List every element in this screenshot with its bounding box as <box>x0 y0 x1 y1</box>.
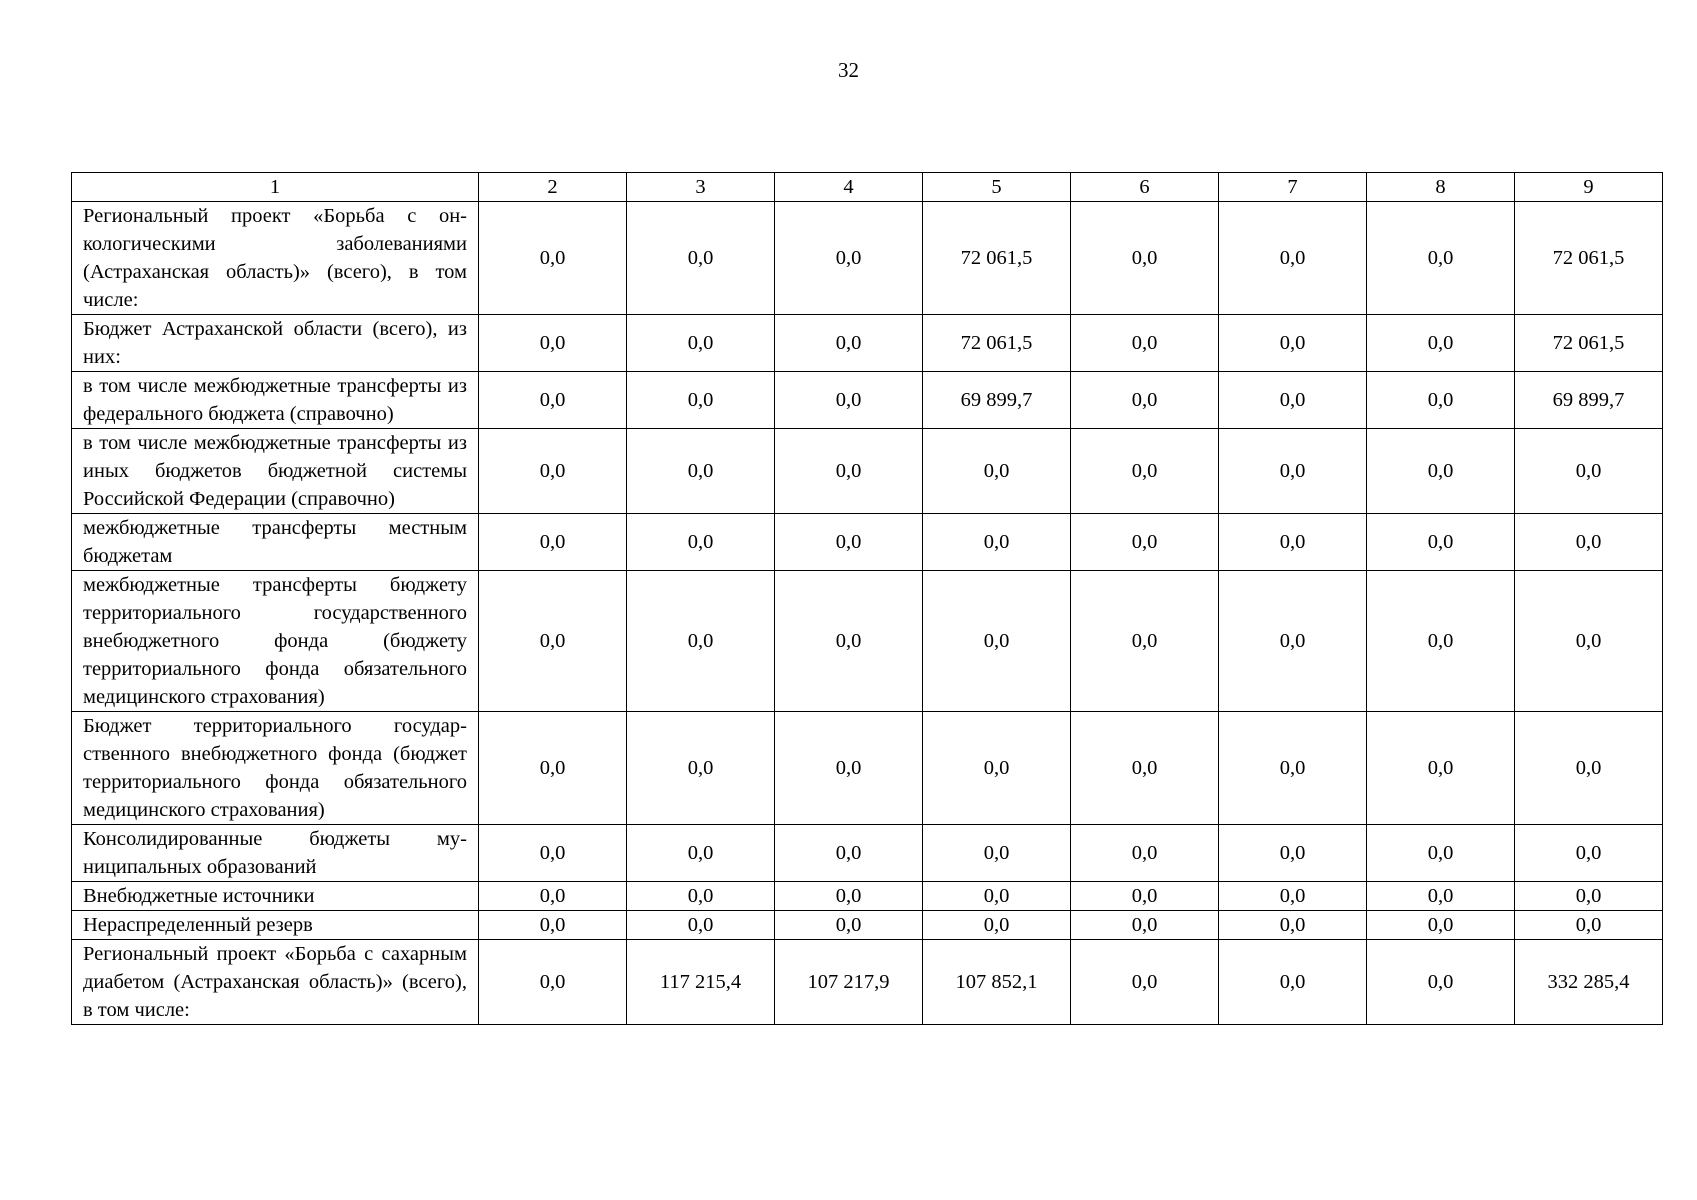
row-label: в том числе межбюджетные трансферты из федерального бюджета (справочно) <box>72 372 479 429</box>
column-header: 3 <box>627 173 775 202</box>
row-label: Внебюджетные источники <box>72 882 479 911</box>
value-cell: 0,0 <box>923 882 1071 911</box>
value-cell: 0,0 <box>1219 911 1367 940</box>
column-header: 8 <box>1367 173 1515 202</box>
value-cell: 0,0 <box>775 712 923 825</box>
value-cell: 0,0 <box>627 882 775 911</box>
value-cell: 0,0 <box>1071 372 1219 429</box>
value-cell: 0,0 <box>479 911 627 940</box>
value-cell: 0,0 <box>1515 825 1663 882</box>
column-header: 4 <box>775 173 923 202</box>
value-cell: 0,0 <box>1515 882 1663 911</box>
value-cell: 0,0 <box>775 571 923 712</box>
value-cell: 0,0 <box>1367 202 1515 315</box>
value-cell: 0,0 <box>1367 712 1515 825</box>
value-cell: 0,0 <box>1515 571 1663 712</box>
row-label: Региональный проект «Борьба с сахарным диабетом (Астраханская область)» (всего), в том числе: <box>72 940 479 1025</box>
row-label: Бюджет Астраханской области (всего), из них: <box>72 315 479 372</box>
row-label: Бюджет территориального государственного внебюджетного фонда (бюджет территориального фонда обязательного медицинского страхования) <box>72 712 479 825</box>
row-label: в том числе межбюджетные трансферты из иных бюджетов бюджетной системы Российской Федерации (справочно) <box>72 429 479 514</box>
value-cell: 0,0 <box>1515 429 1663 514</box>
table-row <box>72 202 1663 315</box>
column-header: 5 <box>923 173 1071 202</box>
value-cell: 107 217,9 <box>775 940 923 1025</box>
budget-table <box>71 172 1663 1025</box>
table-body <box>72 202 1663 1025</box>
value-cell: 0,0 <box>775 202 923 315</box>
value-cell: 0,0 <box>479 514 627 571</box>
row-label: Консолидированные бюджеты муниципальных образований <box>72 825 479 882</box>
value-cell: 0,0 <box>923 911 1071 940</box>
value-cell: 0,0 <box>1219 825 1367 882</box>
value-cell: 0,0 <box>1515 911 1663 940</box>
value-cell: 0,0 <box>1367 911 1515 940</box>
value-cell: 0,0 <box>1219 940 1367 1025</box>
value-cell: 0,0 <box>1219 712 1367 825</box>
row-label: Нераспределенный резерв <box>72 911 479 940</box>
table-row <box>72 911 1663 940</box>
value-cell: 0,0 <box>1219 429 1367 514</box>
value-cell: 0,0 <box>1071 825 1219 882</box>
value-cell: 0,0 <box>923 571 1071 712</box>
value-cell: 0,0 <box>775 911 923 940</box>
value-cell: 0,0 <box>775 825 923 882</box>
value-cell: 107 852,1 <box>923 940 1071 1025</box>
value-cell: 0,0 <box>1071 514 1219 571</box>
value-cell: 0,0 <box>1071 940 1219 1025</box>
value-cell: 0,0 <box>479 315 627 372</box>
value-cell: 0,0 <box>1071 315 1219 372</box>
value-cell: 72 061,5 <box>1515 315 1663 372</box>
table-row <box>72 712 1663 825</box>
value-cell: 0,0 <box>1219 315 1367 372</box>
value-cell: 0,0 <box>479 571 627 712</box>
value-cell: 0,0 <box>1071 571 1219 712</box>
header-row <box>72 173 1663 202</box>
table-row <box>72 372 1663 429</box>
value-cell: 0,0 <box>1071 202 1219 315</box>
value-cell: 0,0 <box>1367 882 1515 911</box>
value-cell: 72 061,5 <box>1515 202 1663 315</box>
row-label: Региональный проект «Борьба с онкологическими заболеваниями (Астраханская область)» (всего), в том числе: <box>72 202 479 315</box>
value-cell: 0,0 <box>1515 712 1663 825</box>
value-cell: 0,0 <box>627 514 775 571</box>
value-cell: 0,0 <box>923 712 1071 825</box>
value-cell: 0,0 <box>923 429 1071 514</box>
value-cell: 0,0 <box>1071 911 1219 940</box>
value-cell: 0,0 <box>1367 429 1515 514</box>
value-cell: 0,0 <box>1367 315 1515 372</box>
value-cell: 0,0 <box>1071 429 1219 514</box>
value-cell: 0,0 <box>627 315 775 372</box>
row-label: межбюджетные трансферты местным бюджетам <box>72 514 479 571</box>
value-cell: 0,0 <box>627 712 775 825</box>
page-number: 32 <box>838 58 859 82</box>
value-cell: 0,0 <box>775 514 923 571</box>
value-cell: 0,0 <box>479 825 627 882</box>
value-cell: 0,0 <box>479 940 627 1025</box>
table-header <box>72 173 1663 202</box>
value-cell: 0,0 <box>479 372 627 429</box>
table-row <box>72 825 1663 882</box>
table-row <box>72 940 1663 1025</box>
column-header: 2 <box>479 173 627 202</box>
value-cell: 117 215,4 <box>627 940 775 1025</box>
row-label: межбюджетные трансферты бюджету территориального государственного внебюджетного фонда (бюджету территориального фонда обязательного медицинского страхования) <box>72 571 479 712</box>
value-cell: 0,0 <box>1367 514 1515 571</box>
value-cell: 0,0 <box>627 372 775 429</box>
table-row <box>72 882 1663 911</box>
value-cell: 0,0 <box>1367 940 1515 1025</box>
value-cell: 0,0 <box>627 911 775 940</box>
value-cell: 69 899,7 <box>1515 372 1663 429</box>
value-cell: 69 899,7 <box>923 372 1071 429</box>
value-cell: 0,0 <box>627 202 775 315</box>
value-cell: 0,0 <box>627 825 775 882</box>
value-cell: 0,0 <box>627 571 775 712</box>
value-cell: 0,0 <box>775 315 923 372</box>
value-cell: 0,0 <box>775 372 923 429</box>
value-cell: 332 285,4 <box>1515 940 1663 1025</box>
value-cell: 0,0 <box>1367 825 1515 882</box>
value-cell: 0,0 <box>1219 571 1367 712</box>
value-cell: 0,0 <box>1515 514 1663 571</box>
value-cell: 0,0 <box>627 429 775 514</box>
value-cell: 0,0 <box>923 514 1071 571</box>
table-row <box>72 571 1663 712</box>
value-cell: 0,0 <box>1367 571 1515 712</box>
value-cell: 0,0 <box>1219 202 1367 315</box>
value-cell: 0,0 <box>923 825 1071 882</box>
value-cell: 0,0 <box>1219 372 1367 429</box>
value-cell: 0,0 <box>479 202 627 315</box>
value-cell: 0,0 <box>1071 712 1219 825</box>
column-header: 6 <box>1071 173 1219 202</box>
column-header: 7 <box>1219 173 1367 202</box>
value-cell: 0,0 <box>479 882 627 911</box>
value-cell: 72 061,5 <box>923 315 1071 372</box>
table-row <box>72 514 1663 571</box>
column-header: 1 <box>72 173 479 202</box>
value-cell: 0,0 <box>1367 372 1515 429</box>
value-cell: 0,0 <box>1071 882 1219 911</box>
column-header: 9 <box>1515 173 1663 202</box>
value-cell: 0,0 <box>1219 882 1367 911</box>
value-cell: 0,0 <box>775 429 923 514</box>
value-cell: 0,0 <box>1219 514 1367 571</box>
value-cell: 72 061,5 <box>923 202 1071 315</box>
value-cell: 0,0 <box>479 712 627 825</box>
value-cell: 0,0 <box>479 429 627 514</box>
table-row <box>72 315 1663 372</box>
value-cell: 0,0 <box>775 882 923 911</box>
table-row <box>72 429 1663 514</box>
